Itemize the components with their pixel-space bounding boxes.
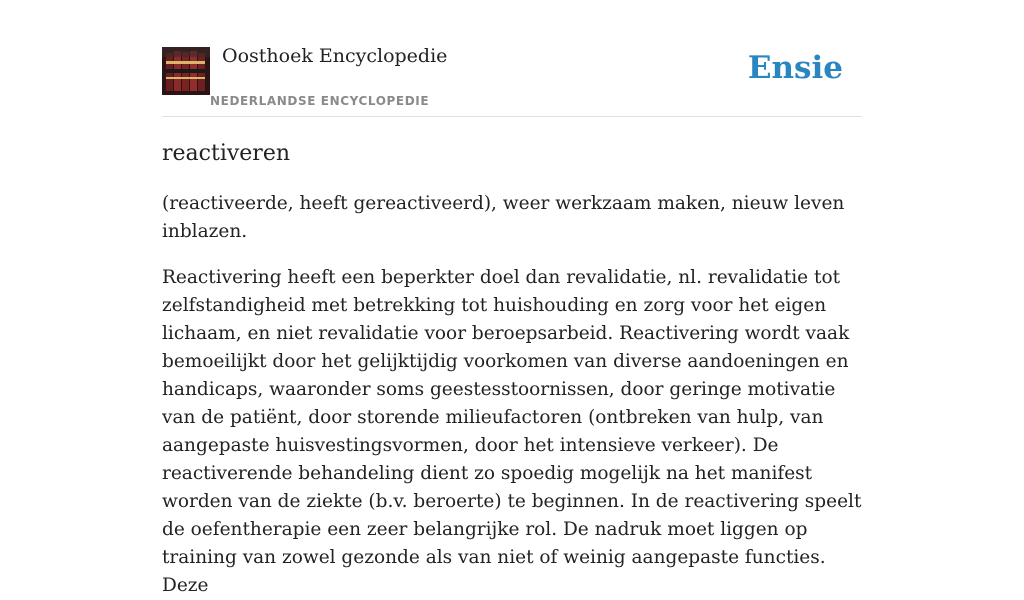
brand-logo[interactable]: Ensie (747, 50, 843, 86)
encyclopedia-books-icon[interactable] (162, 47, 210, 95)
article-body: Reactivering heeft een beperkter doel dan revalidatie, nl. revalidatie tot zelfstandigheid met betrekking tot huishouding en zorg voor het eigen lichaam, en niet revalidatie voor beroepsarbeid. Reactivering wordt vaak bemoeilijkt door het gelijktijdig voorkomen van diverse aandoeningen en handicaps, waaronder soms geestesstoornissen, door geringe motivatie van de patiënt, door storende milieufactoren (ontbreken van hulp, van aangepaste huisvestingsvormen, door het intensieve verkeer). De reactiverende behandeling dient zo spoedig mogelijk na het manifest worden van de ziekte (b.v. beroerte) te beginnen. In de reactivering speelt de oefentherapie een zeer belangrijke rol. De nadruk moet liggen op training van zowel gezonde als van niet of weinig aangepaste functies. Deze (162, 267, 862, 596)
site-title[interactable]: Oosthoek Encyclopedie (222, 45, 448, 67)
site-subtitle: NEDERLANDSE ENCYCLOPEDIE (210, 94, 430, 108)
article (162, 138, 862, 600)
article-definition: (reactiveerde, heeft gereactiveerd), weer werkzaam maken, nieuw leven inblazen. (162, 193, 845, 242)
site-header (162, 0, 862, 117)
article-title: reactiveren (162, 141, 291, 166)
